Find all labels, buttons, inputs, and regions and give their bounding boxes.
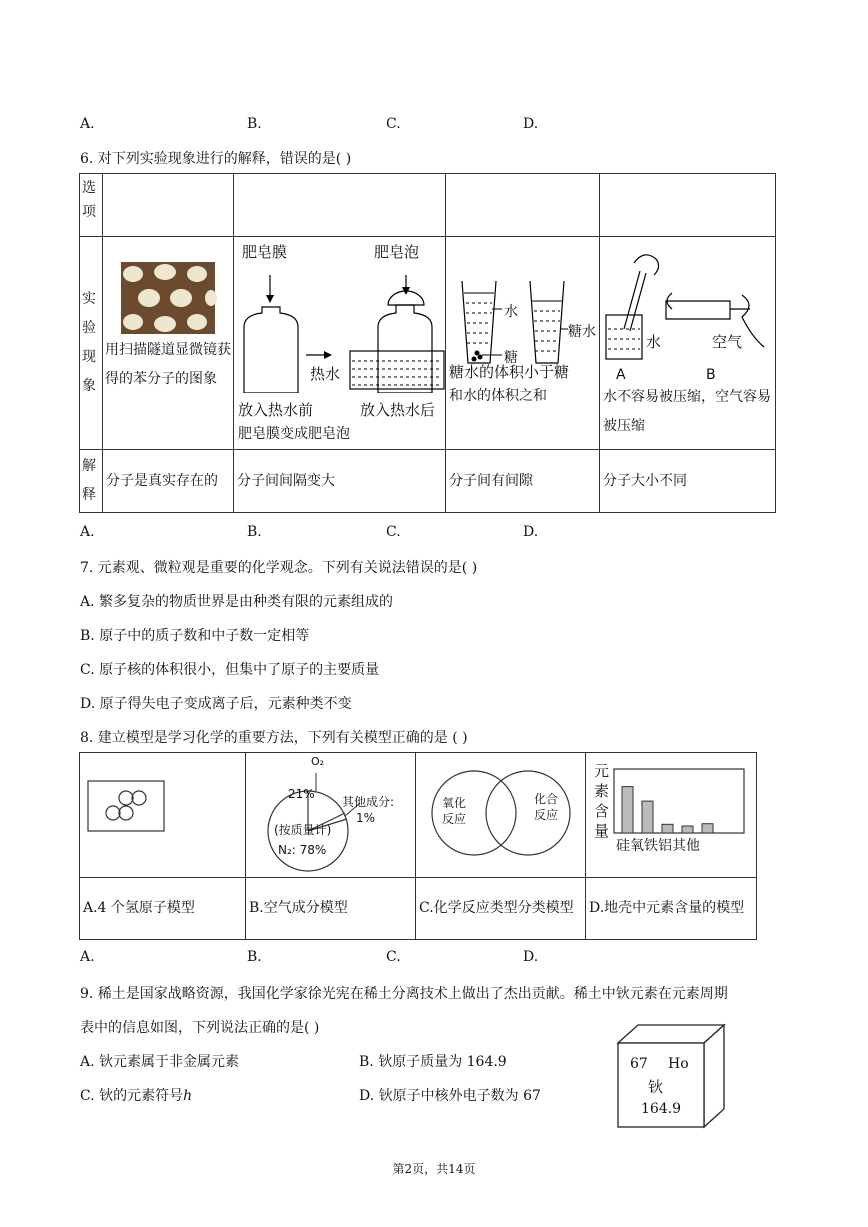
q7-choice-c: C. 原子核的体积很小，但集中了原子的主要质量 [80,662,380,678]
q8-label-b: B.空气成分模型 [246,878,416,940]
q8-option-d: D. [523,949,539,965]
q8-cell-bar [586,753,757,878]
q7-choice-d: D. 原子得失电子变成离子后，元素种类不变 [80,696,352,712]
pie-label-other: 其他成分: [342,795,395,809]
option-c: C. [386,116,401,132]
explanation-a: 分子是真实存在的 [103,450,234,513]
q6-cell-sugar [446,237,600,450]
pie-label-1: 1% [356,811,376,825]
q9-choice-a: A. 钬元素属于非金属元素 [80,1054,240,1070]
label-water: 水 [504,304,518,320]
option-d: D. [523,116,539,132]
q8-option-a: A. [80,949,95,965]
q9-choice-c-symbol: h [183,1088,193,1104]
q9-choice-d: D. 钬原子中核外电子数为 67 [359,1088,541,1104]
option-b: B. [247,116,262,132]
sugar-caption: 和水的体积之和 [449,388,547,404]
label-sugarwater: 糖水 [568,324,596,340]
q9-stem-2: 表中的信息如图，下列说法正确的是( ) [80,1020,320,1036]
q8-label-c: C.化学反应类型分类模型 [416,878,586,940]
q6-cell-syringe [600,237,776,450]
bar-label-0: 硅 [616,838,630,854]
label-hotwater: 热水 [310,365,341,383]
q6-option-a: A. [80,524,95,540]
q6-option-b: B. [247,524,262,540]
explanation-d: 分子大小不同 [600,450,776,513]
bar-label-4: 其他 [672,838,700,854]
q6-option-c: C. [386,524,401,540]
bar-1 [642,801,653,833]
q6-option-d: D. [523,524,539,540]
bar-label-2: 铁 [644,838,658,854]
option-a: A. [80,116,95,132]
q8-option-c: C. [386,949,401,965]
label-film: 肥皂膜 [242,243,288,261]
q9-choice-c: C. 钬的元素符号h [80,1088,193,1104]
sugar-caption-big: 糖水的体积小于糖 [449,363,570,381]
q6-table [79,173,776,513]
q8-label-d: D.地壳中元素含量的模型 [586,878,757,940]
tile-name: 钬 [648,1078,664,1096]
label-after: 放入热水后 [360,401,436,419]
q6-cell-stm [103,237,234,450]
label-sugar: 糖 [504,350,518,366]
explanation-b: 分子间间隔变大 [234,450,446,513]
tile-symbol: Ho [668,1056,689,1072]
label-before: 放入热水前 [238,401,314,419]
q8-option-b: B. [247,949,262,965]
air-pie-chart [246,753,415,877]
pie-label-mass: (按质量计) [274,823,332,837]
label-water-b: 水 [646,333,662,351]
venn-right-label: 化合反应 [534,792,559,822]
syringe-diagram [600,243,775,373]
bar-3 [682,826,693,833]
q6-cell-soap [234,237,446,450]
bar-category-labels [616,835,700,855]
q9-choice-b: B. 钬原子质量为 164.9 [359,1054,507,1070]
q8-label-a: A.4 个氢原子模型 [80,878,246,940]
bar-4 [702,824,713,833]
bar-label-1: 氧 [630,838,644,854]
q7-choice-a: A. 繁多复杂的物质世界是由种类有限的元素组成的 [80,594,394,610]
venn-left-label: 氧化反应 [442,796,467,826]
stm-image [121,262,233,336]
tile-number: 67 [630,1056,648,1072]
q7-choice-b: B. 原子中的质子数和中子数一定相等 [80,628,310,644]
hydrogen-model [80,753,245,877]
syringe-caption: 水不容易被压缩，空气容易被压缩 [603,389,771,434]
pie-label-n2: N₂: 78% [278,843,327,857]
q8-table [79,752,757,940]
q6-header-explanation: 解释 [80,450,103,513]
q8-stem: 8. 建立模型是学习化学的重要方法，下列有关模型正确的是 ( ) [80,730,468,746]
tile-mass: 164.9 [641,1101,682,1117]
q6-header-phenomenon: 实验现象 [80,237,103,450]
q8-cell-hydrogen [80,753,246,878]
label-a: A [616,367,626,383]
explanation-c: 分子间有间隙 [446,450,600,513]
bar-0 [622,787,633,833]
q8-cell-venn [416,753,586,878]
page-footer: 第2页，共14页 [392,1162,476,1176]
q9-stem-1: 9. 稀土是国家战略资源，我国化学家徐光宪在稀土分离技术上做出了杰出贡献。稀土中钬元素在元素周期 [80,986,728,1002]
pie-label-21: 21% [288,787,315,801]
pie-label-o2: O₂ [311,755,325,768]
bar-2 [662,824,673,833]
soap-caption: 肥皂膜变成肥皂泡 [238,426,350,442]
label-bubble: 肥皂泡 [374,243,420,261]
stm-caption: 用扫描隧道显微镜获得的苯分子的图象 [105,342,231,387]
bar-label-3: 铝 [658,838,672,854]
q7-stem: 7. 元素观、微粒观是重要的化学观念。下列有关说法错误的是( ) [80,560,478,576]
q8-cell-pie [246,753,416,878]
bar-ylabel: 元素含量 [594,762,610,840]
q6-header-option: 选项 [80,174,103,237]
label-b: B [706,367,716,383]
q6-stem: 6. 对下列实验现象进行的解释，错误的是( ) [80,151,352,167]
label-air: 空气 [712,333,743,351]
